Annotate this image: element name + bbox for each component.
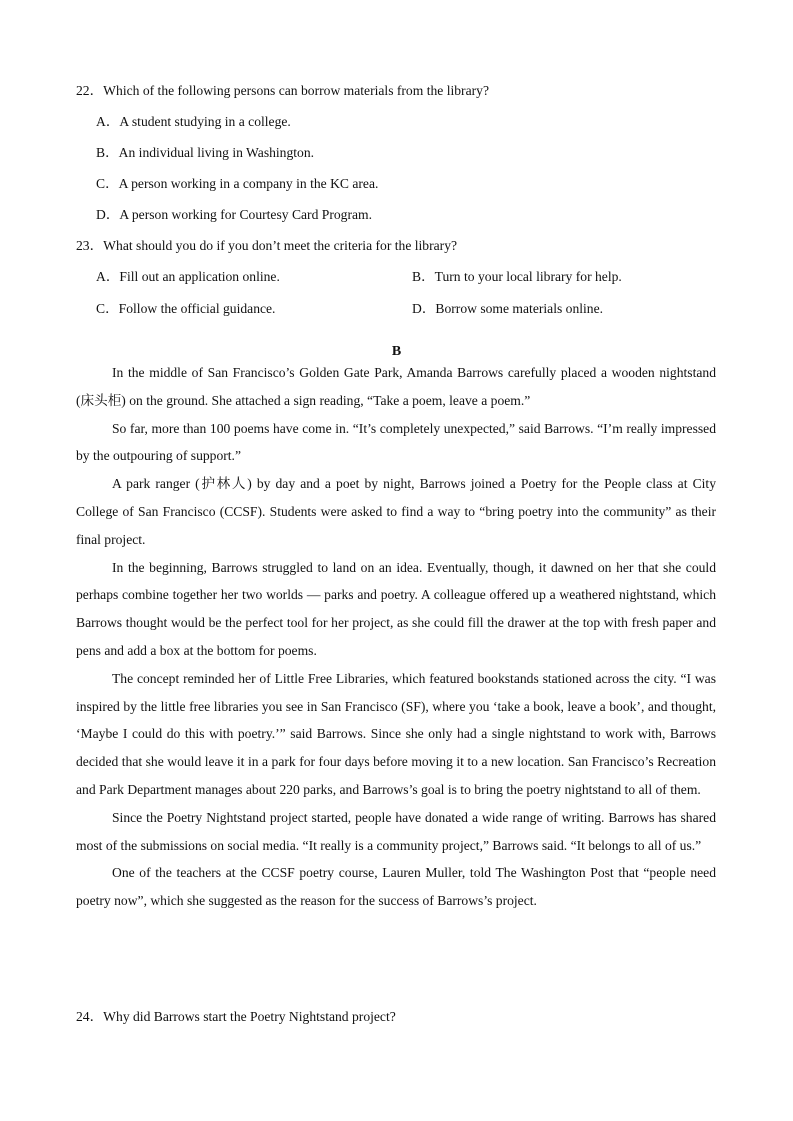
passage-paragraph: So far, more than 100 poems have come in. “It’s completely unexpected,” said Barrows. “I’m really impressed by the outpouring of support.”: [76, 420, 716, 464]
passage-paragraph: In the beginning, Barrows struggled to land on an idea. Eventually, though, it dawned on her that she could perhaps combine together her two worlds — parks and poetry. A colleague offered up a weathered nightstand, which Barrows thought would be the perfect tool for her project, as she could fill the drawer at the top with fresh paper and pens and add a box at the bottom for poems.: [76, 559, 716, 658]
question-23-option-a: A．Fill out an application online.: [96, 269, 280, 284]
passage-b: [76, 359, 716, 915]
question-22-option-c: C．A person working in a company in the KC area.: [96, 176, 379, 191]
passage-paragraph: The concept reminded her of Little Free Libraries, which featured bookstands stationed across the city. “I was inspired by the little free libraries you see in San Francisco (SF), where you ‘take a book, leave a book’, and thought, ‘Maybe I could do this with poetry.’” said Barrows. Since she only had a single nightstand to work with, Barrows decided that she would leave it in a park for four days before moving it to a new location. San Francisco’s Recreation and Park Department manages about 220 parks, and Barrows’s goal is to bring the poetry nightstand to all of them.: [76, 670, 716, 797]
question-23-option-d: D．Borrow some materials online.: [412, 301, 604, 316]
question-23-option-b: B．Turn to your local library for help.: [412, 269, 622, 284]
question-22-option-b: B．An individual living in Washington.: [96, 145, 315, 160]
question-22-option-a: A．A student studying in a college.: [96, 114, 291, 129]
passage-paragraph: A park ranger (护林人) by day and a poet by night, Barrows joined a Poetry for the People class at City College of San Francisco (CCSF). Students were asked to find a way to “bring poetry into the community” as their final project.: [76, 476, 716, 547]
passage-paragraph: Since the Poetry Nightstand project started, people have donated a wide range of writing. Barrows has shared most of the submissions on social media. “It really is a community project,” Barrows said. “It belongs to all of us.”: [76, 809, 716, 853]
question-22-stem: 22．Which of the following persons can borrow materials from the library?: [76, 83, 489, 98]
passage-paragraph: In the middle of San Francisco’s Golden Gate Park, Amanda Barrows carefully placed a wooden nightstand (床头柜) on the ground. She attached a sign reading, “Take a poem, leave a poem.”: [76, 365, 716, 408]
passage-paragraph: One of the teachers at the CCSF poetry course, Lauren Muller, told The Washington Post that “people need poetry now”, which she suggested as the reason for the success of Barrows’s project.: [76, 865, 716, 909]
question-23-stem: 23．What should you do if you don’t meet the criteria for the library?: [76, 238, 458, 253]
question-23-option-c: C．Follow the official guidance.: [96, 301, 276, 316]
question-24-stem: 24．Why did Barrows start the Poetry Nightstand project?: [76, 1009, 396, 1024]
section-heading: B: [391, 344, 402, 359]
question-22-option-d: D．A person working for Courtesy Card Program.: [96, 207, 372, 222]
